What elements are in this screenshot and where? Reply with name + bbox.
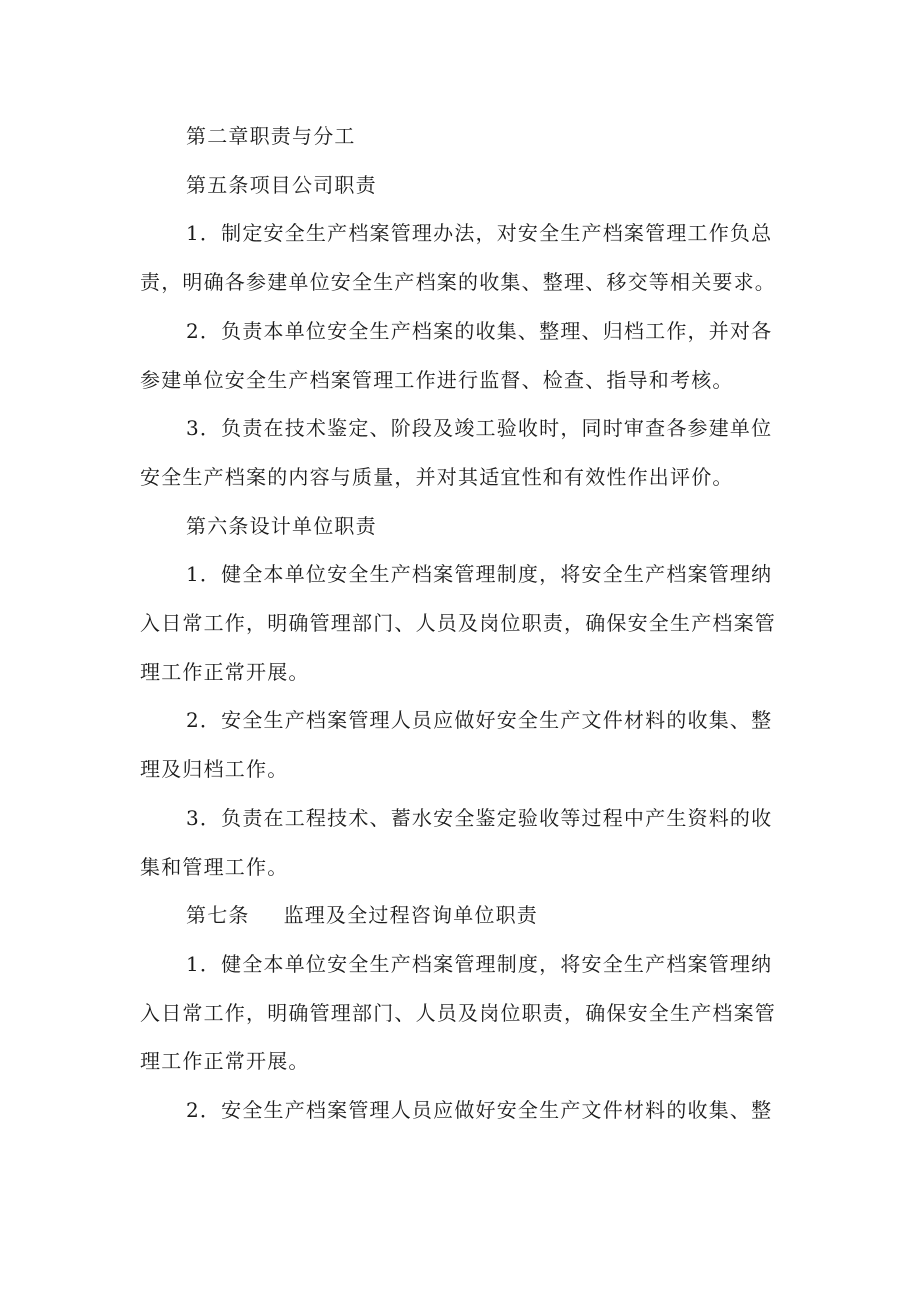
article-7-item-1-line-2: 入日常工作，明确管理部门、人员及岗位职责，确保安全生产档案管 [140, 1000, 776, 1025]
article-5-title-text: 第五条项目公司职责 [186, 172, 377, 197]
article-5-title [140, 161, 792, 210]
article-5-item-3-cont [140, 453, 792, 502]
article-7-item-1-line-3: 理工作正常开展。 [140, 1049, 310, 1074]
article-5-item-3 [140, 404, 792, 453]
article-6-item-2-line-2: 理及归档工作。 [140, 757, 289, 782]
article-6-item-3 [140, 794, 792, 843]
article-5-item-1-line-2: 责，明确各参建单位安全生产档案的收集、整理、移交等相关要求。 [140, 270, 776, 295]
article-6-item-3-line-1: 3．负责在工程技术、蓄水安全鉴定验收等过程中产生资料的收 [186, 805, 773, 830]
article-5-item-2-line-1: 2．负责本单位安全生产档案的收集、整理、归档工作，并对各 [186, 318, 773, 343]
article-5-item-3-line-1: 3．负责在技术鉴定、阶段及竣工验收时，同时审查各参建单位 [186, 416, 773, 441]
article-7-item-1-cont [140, 989, 792, 1086]
article-7-title-text: 监理及全过程咨询单位职责 [283, 903, 539, 928]
article-6-item-3-line-2: 集和管理工作。 [140, 854, 289, 879]
article-6-item-1-line-2: 入日常工作，明确管理部门、人员及岗位职责，确保安全生产档案管 [140, 611, 776, 636]
article-6-item-1 [140, 550, 792, 599]
article-7-item-2-line-1: 2．安全生产档案管理人员应做好安全生产文件材料的收集、整 [186, 1098, 773, 1123]
article-7-item-2 [140, 1086, 792, 1135]
chapter-heading [140, 112, 792, 161]
article-6-item-2 [140, 696, 792, 745]
article-6-item-1-line-3: 理工作正常开展。 [140, 659, 310, 684]
article-7-number: 第七条 [186, 903, 250, 928]
article-5-item-2-line-2: 参建单位安全生产档案管理工作进行监督、检查、指导和考核。 [140, 367, 734, 392]
chapter-heading-text: 第二章职责与分工 [186, 124, 356, 148]
article-6-item-3-cont [140, 843, 792, 892]
article-6-item-2-cont [140, 745, 792, 794]
document-body [140, 112, 792, 1135]
article-5-item-2 [140, 307, 792, 356]
article-5-item-1-cont [140, 258, 792, 307]
article-6-title-text: 第六条设计单位职责 [186, 513, 377, 538]
article-5-item-1 [140, 209, 792, 258]
article-6-item-2-line-1: 2．安全生产档案管理人员应做好安全生产文件材料的收集、整 [186, 708, 773, 733]
article-6-item-1-line-1: 1．健全本单位安全生产档案管理制度，将安全生产档案管理纳 [186, 562, 773, 587]
article-5-item-1-line-1: 1．制定安全生产档案管理办法，对安全生产档案管理工作负总 [186, 221, 773, 246]
article-7-title [140, 891, 792, 940]
article-5-item-3-line-2: 安全生产档案的内容与质量，并对其适宜性和有效性作出评价。 [140, 464, 734, 489]
article-5-item-2-cont [140, 356, 792, 405]
article-7-item-1-line-1: 1．健全本单位安全生产档案管理制度，将安全生产档案管理纳 [186, 951, 773, 976]
article-6-item-1-cont [140, 599, 792, 696]
article-7-item-1 [140, 940, 792, 989]
article-6-title [140, 502, 792, 551]
